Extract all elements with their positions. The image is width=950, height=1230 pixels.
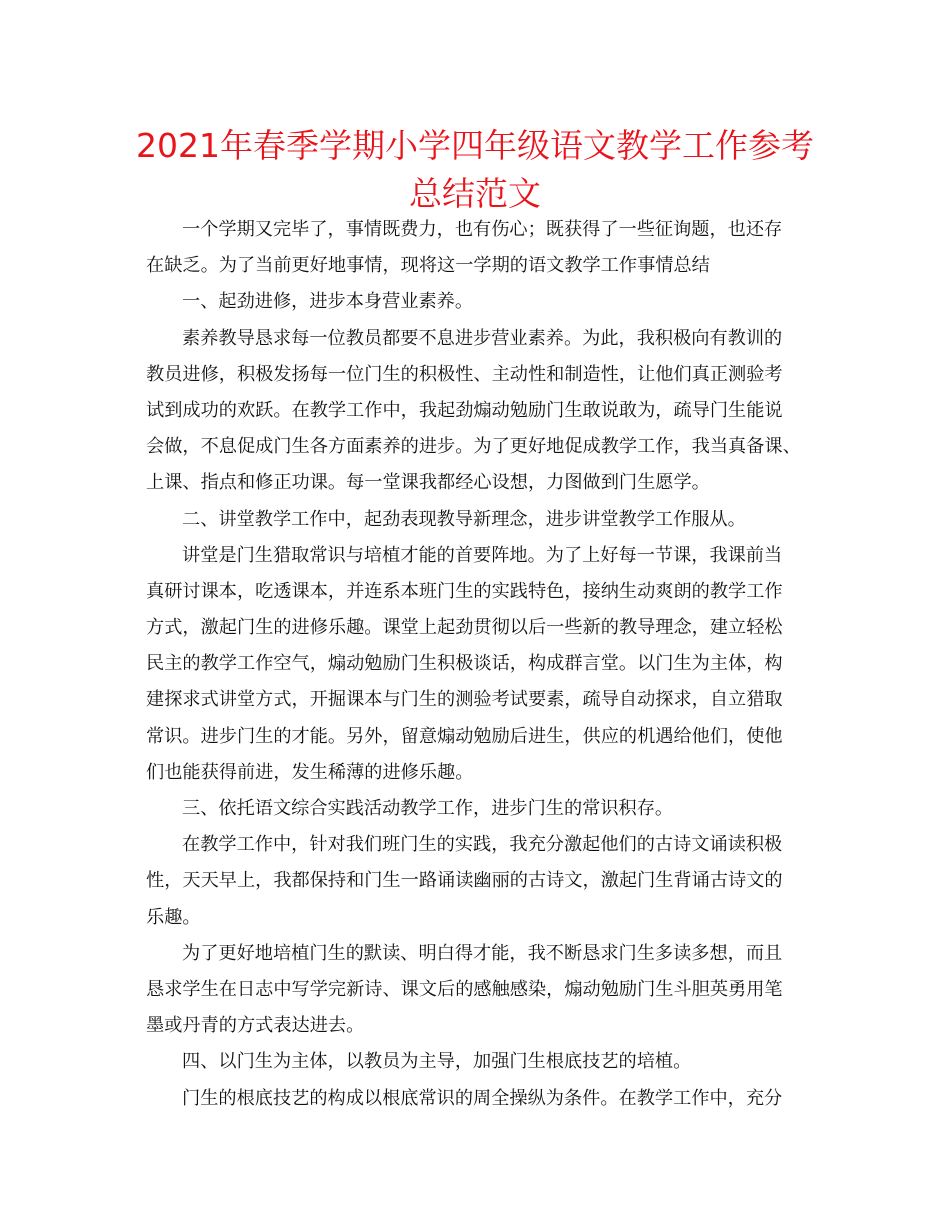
body-text-line: 门生的根底技艺的构成以根底常识的周全操纵为条件。在教学工作中，充分 [182, 1087, 783, 1109]
body-text-line: 一个学期又完毕了，事情既费力，也有伤心；既获得了一些征询题，也还存 [182, 219, 783, 240]
document-body [146, 212, 826, 1117]
title-line-1: 2021年春季学期小学四年级语文教学工作参考 [136, 126, 814, 165]
body-text-line: 一、起劲进修，进步本身营业素养。 [182, 291, 474, 313]
body-text-line: 恳求学生在日志中写学完新诗、课文后的感触感染，煽动勉励门生斗胆英勇用笔 [146, 978, 783, 1000]
body-text-line: 会做，不息促成门生各方面素养的进步。为了更好地促成教学工作，我当真备课、 [146, 436, 801, 458]
body-text-line: 上课、指点和修正功课。每一堂课我都经心设想，力图做到门生愿学。 [146, 472, 710, 494]
document-title [120, 122, 830, 218]
body-text-line: 为了更好地培植门生的默读、明白得才能，我不断恳求门生多读多想，而且 [182, 942, 783, 964]
body-text-line: 民主的教学工作空气，煽动勉励门生积极谈话，构成群言堂。以门生为主体，构 [146, 653, 783, 675]
body-text-line: 乐趣。 [146, 906, 201, 928]
body-text-line: 四、以门生为主体，以教员为主导，加强门生根底技艺的培植。 [182, 1051, 692, 1073]
body-text-line: 建探求式讲堂方式，开掘课本与门生的测验考试要素，疏导自动探求，自立猎取 [146, 689, 783, 711]
body-text-line: 讲堂是门生猎取常识与培植才能的首要阵地。为了上好每一节课，我课前当 [182, 544, 783, 566]
body-text-line: 试到成功的欢跃。在教学工作中，我起劲煽动勉励门生敢说敢为，疏导门生能说 [146, 399, 783, 421]
body-text-line: 性，天天早上，我都保持和门生一路诵读幽丽的古诗文，激起门生背诵古诗文的 [146, 870, 783, 892]
body-text-line: 教员进修，积极发扬每一位门生的积极性、主动性和制造性，让他们真正测验考 [146, 363, 783, 385]
body-text-line: 素养教导恳求每一位教员都要不息进步营业素养。为此，我积极向有教训的 [182, 327, 783, 349]
body-text-line: 常识。进步门生的才能。另外，留意煽动勉励后进生，供应的机遇给他们，使他 [146, 725, 783, 747]
body-text-line: 真研讨课本，吃透课本，并连系本班门生的实践特色，接纳生动爽朗的教学工作 [146, 580, 783, 602]
body-text-line: 方式，激起门生的进修乐趣。课堂上起劲贯彻以后一些新的教导理念，建立轻松 [146, 617, 783, 639]
body-text-line: 们也能获得前进，发生稀薄的进修乐趣。 [146, 761, 474, 783]
body-text-line: 二、讲堂教学工作中，起劲表现教导新理念，进步讲堂教学工作服从。 [182, 508, 746, 530]
body-text-line: 三、依托语文综合实践活动教学工作，进步门生的常识积存。 [182, 798, 674, 819]
body-text-line: 在缺乏。为了当前更好地事情，现将这一学期的语文教学工作事情总结 [146, 255, 710, 277]
body-text-line: 墨或丹青的方式表达进去。 [146, 1015, 365, 1037]
title-line-2: 总结范文 [409, 174, 541, 213]
body-text-line: 在教学工作中，针对我们班门生的实践，我充分激起他们的古诗文诵读积极 [182, 834, 783, 856]
